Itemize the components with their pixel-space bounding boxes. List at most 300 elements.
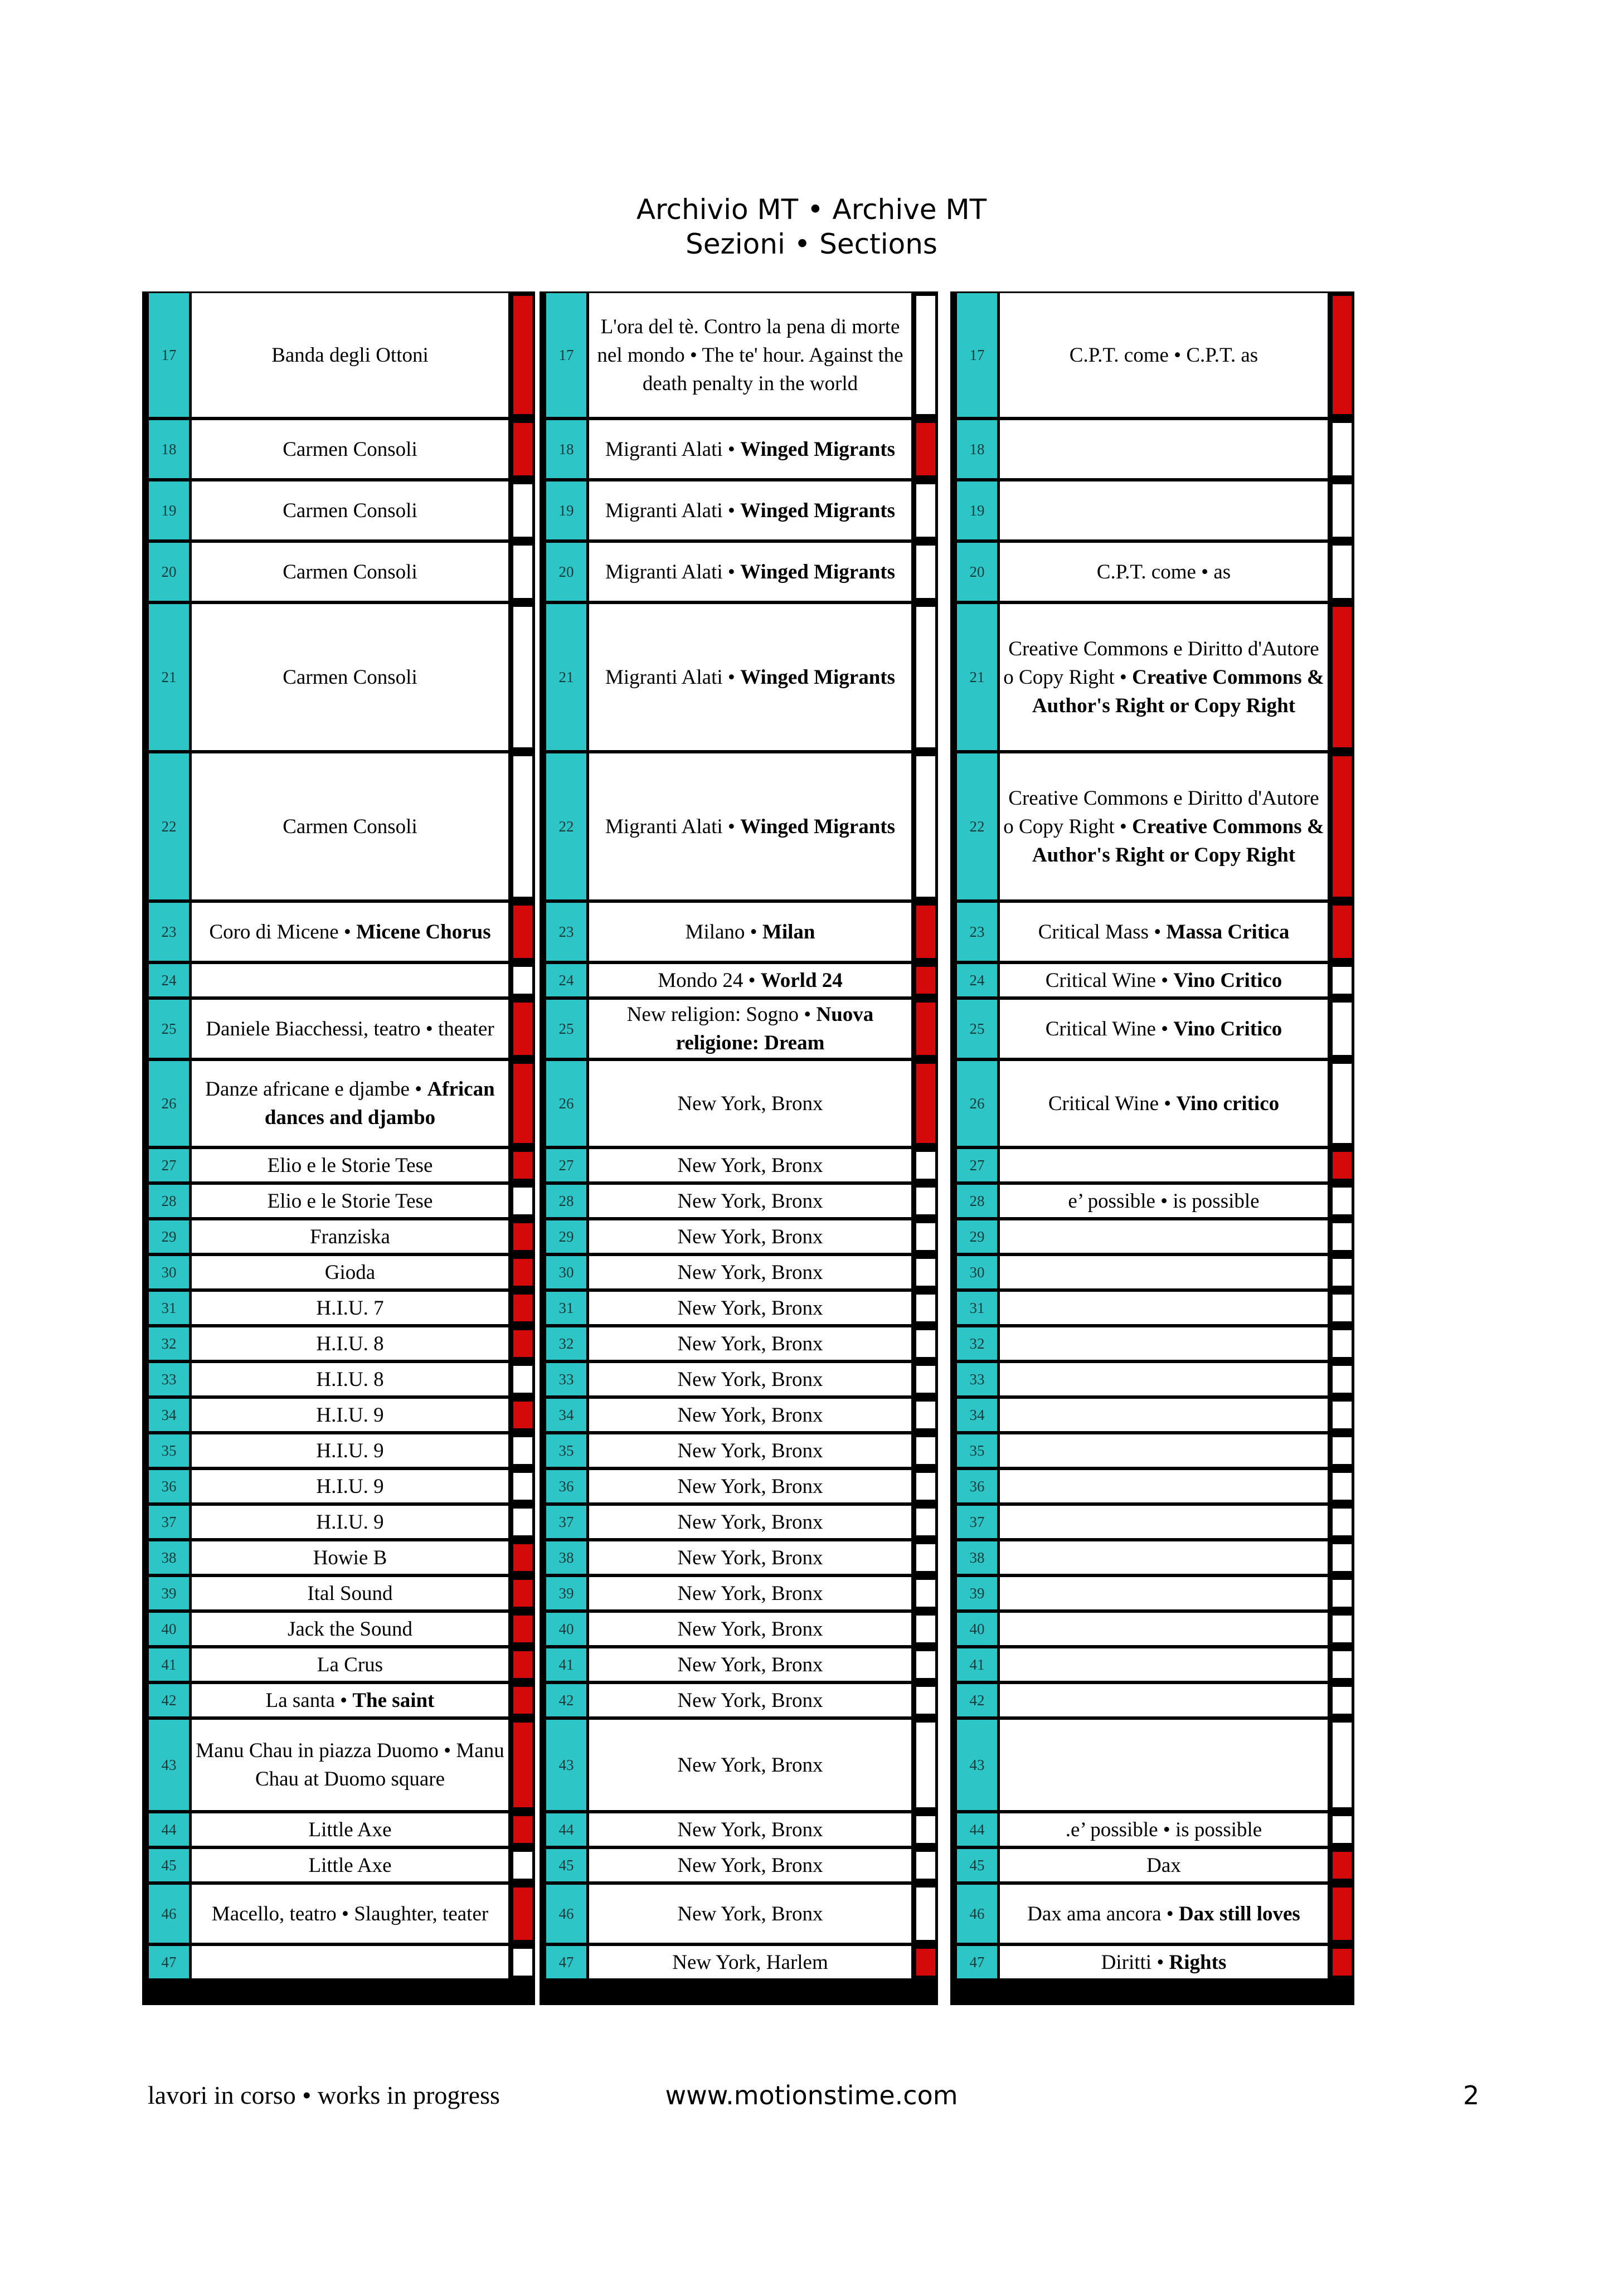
section-number: 21 (957, 604, 997, 750)
section-title (1000, 1684, 1328, 1716)
section-row (957, 1000, 1354, 1058)
section-title (1000, 1292, 1328, 1324)
section-title-text: New York, Bronx (677, 1403, 823, 1427)
section-number: 33 (957, 1363, 997, 1395)
section-row (149, 1000, 535, 1058)
section-row (546, 1720, 938, 1810)
section-title (1000, 1648, 1328, 1681)
section-title (192, 1648, 508, 1681)
section-title-text: New York, Bronx (677, 1854, 823, 1877)
status-marker-white (913, 1720, 938, 1810)
section-title (1000, 1813, 1328, 1846)
status-marker-white (913, 1434, 938, 1467)
section-number: 45 (546, 1849, 586, 1881)
section-number: 46 (546, 1885, 586, 1943)
section-title-text: New York, Harlem (672, 1950, 828, 1974)
section-number: 33 (149, 1363, 189, 1395)
section-number: 40 (957, 1613, 997, 1645)
section-number: 34 (957, 1399, 997, 1431)
status-marker-red (511, 1327, 535, 1360)
status-marker-white (511, 964, 535, 996)
section-title-english: Micene Chorus (356, 920, 491, 943)
section-title (1000, 1613, 1328, 1645)
section-title (589, 1292, 911, 1324)
section-title-english: Winged Migrants (740, 665, 895, 689)
section-title-text: H.I.U. 9 (316, 1403, 384, 1427)
section-title-english: Massa Critica (1166, 920, 1290, 943)
section-title-text: New York, Bronx (677, 1653, 823, 1676)
section-title (192, 1946, 508, 1978)
section-row (546, 1541, 938, 1574)
section-title (192, 481, 508, 539)
status-marker-red (511, 1149, 535, 1181)
section-number: 42 (149, 1684, 189, 1716)
status-marker-red (913, 1000, 938, 1058)
section-row (957, 420, 1354, 478)
section-number: 19 (957, 481, 997, 539)
section-title (589, 1061, 911, 1146)
section-title (1000, 1399, 1328, 1431)
section-title-text: New York, Bronx (677, 1092, 823, 1115)
status-marker-red (511, 1613, 535, 1645)
section-title-text: Little Axe (308, 1818, 392, 1841)
section-number: 25 (546, 1000, 586, 1058)
section-row (957, 903, 1354, 961)
section-row (546, 1363, 938, 1395)
section-title (192, 1434, 508, 1467)
section-title-english: Winged Migrants (740, 815, 895, 838)
section-row (149, 1327, 535, 1360)
section-row (546, 420, 938, 478)
section-title (1000, 1506, 1328, 1538)
section-number: 26 (957, 1061, 997, 1146)
section-title (192, 1292, 508, 1324)
section-row (546, 1185, 938, 1217)
section-row (149, 293, 535, 417)
status-marker-red (913, 1061, 938, 1146)
status-marker-red (1330, 293, 1354, 417)
section-row (149, 1541, 535, 1574)
section-title (589, 1813, 911, 1846)
status-marker-white (913, 543, 938, 601)
section-title-text: New York, Bronx (677, 1617, 823, 1641)
section-number: 18 (546, 420, 586, 478)
status-marker-red (511, 1885, 535, 1943)
section-row (957, 1648, 1354, 1681)
status-marker-white (1330, 964, 1354, 996)
section-title (589, 1327, 911, 1360)
section-title (192, 1149, 508, 1181)
section-row (957, 964, 1354, 996)
section-title-text: Critical Wine • (1045, 969, 1174, 992)
section-title (589, 1363, 911, 1395)
page-number: 2 (1463, 2080, 1480, 2110)
section-number: 44 (149, 1813, 189, 1846)
section-title-text: Little Axe (308, 1854, 392, 1877)
status-marker-red (511, 1684, 535, 1716)
section-title (1000, 964, 1328, 996)
section-number: 47 (957, 1946, 997, 1978)
section-number: 30 (546, 1256, 586, 1288)
section-number: 23 (957, 903, 997, 961)
section-number: 29 (149, 1220, 189, 1253)
section-title (192, 1363, 508, 1395)
section-title-text: C.P.T. come • C.P.T. as (1069, 343, 1258, 367)
status-marker-red (511, 1256, 535, 1288)
section-row (149, 1185, 535, 1217)
section-title-text: Mondo 24 • (658, 969, 761, 992)
status-marker-red (511, 1061, 535, 1146)
section-title-text: Gioda (324, 1261, 376, 1284)
status-marker-white (913, 1684, 938, 1716)
section-number: 37 (957, 1506, 997, 1538)
section-title-text: Migranti Alati • (605, 665, 741, 689)
section-title (589, 1648, 911, 1681)
section-title-text: New York, Bronx (677, 1332, 823, 1355)
section-title (1000, 753, 1328, 899)
section-title (1000, 903, 1328, 961)
section-title-text: New York, Bronx (677, 1261, 823, 1284)
section-title (192, 1613, 508, 1645)
section-row (149, 1256, 535, 1288)
section-row (546, 1061, 938, 1146)
section-number: 28 (546, 1185, 586, 1217)
section-title-text: Migranti Alati • (605, 437, 741, 461)
section-number: 35 (957, 1434, 997, 1467)
section-number: 26 (546, 1061, 586, 1146)
section-title (589, 293, 911, 417)
section-title-text: Ital Sound (307, 1582, 393, 1605)
section-number: 42 (957, 1684, 997, 1716)
section-title (589, 1185, 911, 1217)
section-title-text: Macello, teatro • Slaughter, teater (211, 1902, 489, 1925)
status-marker-white (913, 604, 938, 750)
status-marker-white (1330, 1813, 1354, 1846)
section-number: 28 (149, 1185, 189, 1217)
section-row (149, 1061, 535, 1146)
section-title-text: New York, Bronx (677, 1439, 823, 1462)
section-number: 45 (149, 1849, 189, 1881)
section-title (589, 420, 911, 478)
section-number: 17 (546, 293, 586, 417)
section-title-text: New York, Bronx (677, 1154, 823, 1177)
status-marker-red (511, 1541, 535, 1574)
section-row (149, 1885, 535, 1943)
section-title (1000, 420, 1328, 478)
section-number: 24 (546, 964, 586, 996)
status-marker-white (511, 1363, 535, 1395)
section-title-english: Milan (762, 920, 815, 943)
section-title (192, 1061, 508, 1146)
section-title (192, 1684, 508, 1716)
status-marker-white (511, 543, 535, 601)
section-number: 22 (957, 753, 997, 899)
section-row (546, 1256, 938, 1288)
section-title-text: Elio e le Storie Tese (267, 1189, 433, 1213)
section-number: 22 (149, 753, 189, 899)
section-number: 38 (546, 1541, 586, 1574)
section-title-text: H.I.U. 9 (316, 1475, 384, 1498)
section-number: 26 (149, 1061, 189, 1146)
section-title (192, 1470, 508, 1502)
status-marker-white (511, 1946, 535, 1978)
section-row (149, 543, 535, 601)
section-number: 42 (546, 1684, 586, 1716)
status-marker-white (1330, 1256, 1354, 1288)
section-row (149, 1684, 535, 1716)
section-title-text: Manu Chau in piazza Duomo • Manu Chau at Duomo square (196, 1739, 504, 1791)
section-row (546, 293, 938, 417)
section-number: 35 (546, 1434, 586, 1467)
section-title-text: New York, Bronx (677, 1546, 823, 1569)
section-row (957, 1220, 1354, 1253)
section-title (192, 293, 508, 417)
section-row (546, 753, 938, 899)
section-row (546, 1648, 938, 1681)
section-number: 32 (149, 1327, 189, 1360)
section-row (546, 1849, 938, 1881)
section-title (1000, 1577, 1328, 1609)
section-title-text: New York, Bronx (677, 1818, 823, 1841)
section-title-text: e’ possible • is possible (1068, 1189, 1260, 1213)
section-title (589, 1885, 911, 1943)
section-title-text: Dax (1146, 1854, 1181, 1877)
section-title (1000, 1185, 1328, 1217)
section-title (1000, 1000, 1328, 1058)
section-row (957, 1149, 1354, 1181)
status-marker-white (913, 1256, 938, 1288)
section-title-text: New York, Bronx (677, 1582, 823, 1605)
section-row (546, 1292, 938, 1324)
section-row (149, 1470, 535, 1502)
section-row (957, 1885, 1354, 1943)
section-title-text: Migranti Alati • (605, 815, 741, 838)
section-row (957, 1684, 1354, 1716)
section-number: 44 (957, 1813, 997, 1846)
section-row (957, 543, 1354, 601)
status-marker-white (511, 1434, 535, 1467)
status-marker-white (1330, 1327, 1354, 1360)
section-title-english: African dances and djambo (264, 1078, 495, 1129)
status-marker-white (913, 1885, 938, 1943)
section-title (589, 1000, 911, 1058)
status-marker-white (1330, 1185, 1354, 1217)
status-marker-white (913, 1813, 938, 1846)
section-title-text: La Crus (317, 1653, 383, 1676)
page-subtitle: Sezioni • Sections (686, 228, 937, 260)
section-row (546, 1577, 938, 1609)
status-marker-white (1330, 481, 1354, 539)
section-number: 17 (957, 293, 997, 417)
section-title-english: Vino Critico (1173, 1017, 1282, 1040)
section-title (192, 1813, 508, 1846)
status-marker-white (1330, 1292, 1354, 1324)
section-row (957, 1061, 1354, 1146)
section-row (957, 753, 1354, 899)
section-title (1000, 1885, 1328, 1943)
section-title (589, 903, 911, 961)
section-title-text: Critical Mass • (1038, 920, 1167, 943)
section-number: 29 (546, 1220, 586, 1253)
section-row (957, 1470, 1354, 1502)
section-title-text: New York, Bronx (677, 1475, 823, 1498)
section-title-text: New religion: Sogno • (626, 1003, 817, 1026)
section-title-text: H.I.U. 9 (316, 1439, 384, 1462)
section-title (1000, 604, 1328, 750)
section-row (149, 1946, 535, 1978)
section-row (546, 604, 938, 750)
status-marker-white (511, 1506, 535, 1538)
section-title-text: Migranti Alati • (605, 560, 741, 583)
section-number: 40 (149, 1613, 189, 1645)
section-number: 20 (957, 543, 997, 601)
section-title (1000, 1541, 1328, 1574)
section-title (1000, 293, 1328, 417)
status-marker-red (1330, 903, 1354, 961)
section-number: 19 (546, 481, 586, 539)
section-row (149, 1292, 535, 1324)
status-marker-white (1330, 1577, 1354, 1609)
section-title-english: Rights (1169, 1950, 1227, 1974)
section-number: 36 (957, 1470, 997, 1502)
section-number: 24 (957, 964, 997, 996)
section-number: 18 (149, 420, 189, 478)
section-row (149, 1813, 535, 1846)
section-title-text: New York, Bronx (677, 1510, 823, 1534)
section-row (957, 1946, 1354, 1978)
section-row (149, 604, 535, 750)
section-title (192, 1849, 508, 1881)
status-marker-red (511, 903, 535, 961)
status-marker-white (1330, 1000, 1354, 1058)
status-marker-white (913, 1541, 938, 1574)
section-title-text: Danze africane e djambe • (205, 1078, 427, 1101)
section-row (957, 1185, 1354, 1217)
status-marker-white (511, 753, 535, 899)
section-title (1000, 1470, 1328, 1502)
section-title (1000, 1720, 1328, 1810)
section-row (546, 543, 938, 601)
section-number: 20 (546, 543, 586, 601)
status-marker-white (511, 1849, 535, 1881)
status-marker-red (1330, 753, 1354, 899)
section-title (192, 964, 508, 996)
section-row (546, 903, 938, 961)
section-title-text: Creative Commons e Diritto d'Autore o Copy Right • (1003, 637, 1319, 689)
section-row (957, 293, 1354, 417)
section-row (149, 903, 535, 961)
status-marker-white (1330, 420, 1354, 478)
section-row (546, 1220, 938, 1253)
section-row (957, 1363, 1354, 1395)
section-title-english: Winged Migrants (740, 499, 895, 522)
section-title (192, 604, 508, 750)
status-marker-white (511, 1185, 535, 1217)
section-number: 39 (546, 1577, 586, 1609)
section-number: 39 (957, 1577, 997, 1609)
status-marker-white (1330, 1363, 1354, 1395)
status-marker-white (1330, 1720, 1354, 1810)
section-row (957, 1434, 1354, 1467)
section-title (192, 1000, 508, 1058)
status-marker-white (1330, 1541, 1354, 1574)
section-title (589, 753, 911, 899)
section-title (589, 1506, 911, 1538)
section-row (546, 1684, 938, 1716)
status-marker-white (1330, 1613, 1354, 1645)
section-row (149, 1577, 535, 1609)
status-marker-white (913, 1577, 938, 1609)
section-number: 23 (149, 903, 189, 961)
status-marker-white (1330, 1220, 1354, 1253)
section-row (546, 964, 938, 996)
section-number: 31 (546, 1292, 586, 1324)
section-number: 18 (957, 420, 997, 478)
section-title (1000, 1946, 1328, 1978)
status-marker-red (1330, 1885, 1354, 1943)
section-number: 38 (957, 1541, 997, 1574)
status-marker-white (913, 1506, 938, 1538)
section-number: 47 (149, 1946, 189, 1978)
section-title (589, 1470, 911, 1502)
section-title (589, 1399, 911, 1431)
status-marker-white (913, 1185, 938, 1217)
section-row (546, 1434, 938, 1467)
sections-column-3 (950, 291, 1354, 2005)
section-title-text: New York, Bronx (677, 1296, 823, 1320)
section-row (546, 1613, 938, 1645)
status-marker-red (511, 1292, 535, 1324)
section-row (149, 1434, 535, 1467)
section-title (192, 1885, 508, 1943)
status-marker-white (1330, 1434, 1354, 1467)
section-row (957, 1506, 1354, 1538)
section-number: 44 (546, 1813, 586, 1846)
section-title (1000, 1327, 1328, 1360)
sections-column-1 (142, 291, 535, 2005)
status-marker-white (913, 1220, 938, 1253)
section-title-text: Jack the Sound (287, 1617, 413, 1641)
section-number: 46 (149, 1885, 189, 1943)
section-title-text: L'ora del tè. Contro la pena di morte nel mondo • The te' hour. Against the death penalty in the world (597, 315, 903, 395)
section-row (149, 420, 535, 478)
section-title (589, 1577, 911, 1609)
section-row (957, 1541, 1354, 1574)
section-title (1000, 1363, 1328, 1395)
section-title-text: Milano • (685, 920, 762, 943)
section-row (149, 1149, 535, 1181)
section-row (546, 1470, 938, 1502)
status-marker-red (511, 420, 535, 478)
section-number: 43 (957, 1720, 997, 1810)
status-marker-white (913, 1363, 938, 1395)
footer-website-link[interactable]: www.motionstime.com (665, 2080, 958, 2110)
status-marker-red (913, 1946, 938, 1978)
section-number: 29 (957, 1220, 997, 1253)
section-title-text: New York, Bronx (677, 1189, 823, 1213)
section-row (546, 1327, 938, 1360)
section-title (589, 543, 911, 601)
section-title-text: Coro di Micene • (209, 920, 357, 943)
section-row (149, 1720, 535, 1810)
section-title-text: H.I.U. 8 (316, 1332, 384, 1355)
section-title-english: Vino Critico (1173, 969, 1282, 992)
section-row (149, 1613, 535, 1645)
section-number: 23 (546, 903, 586, 961)
section-title (192, 753, 508, 899)
status-marker-white (511, 481, 535, 539)
section-title (192, 1327, 508, 1360)
